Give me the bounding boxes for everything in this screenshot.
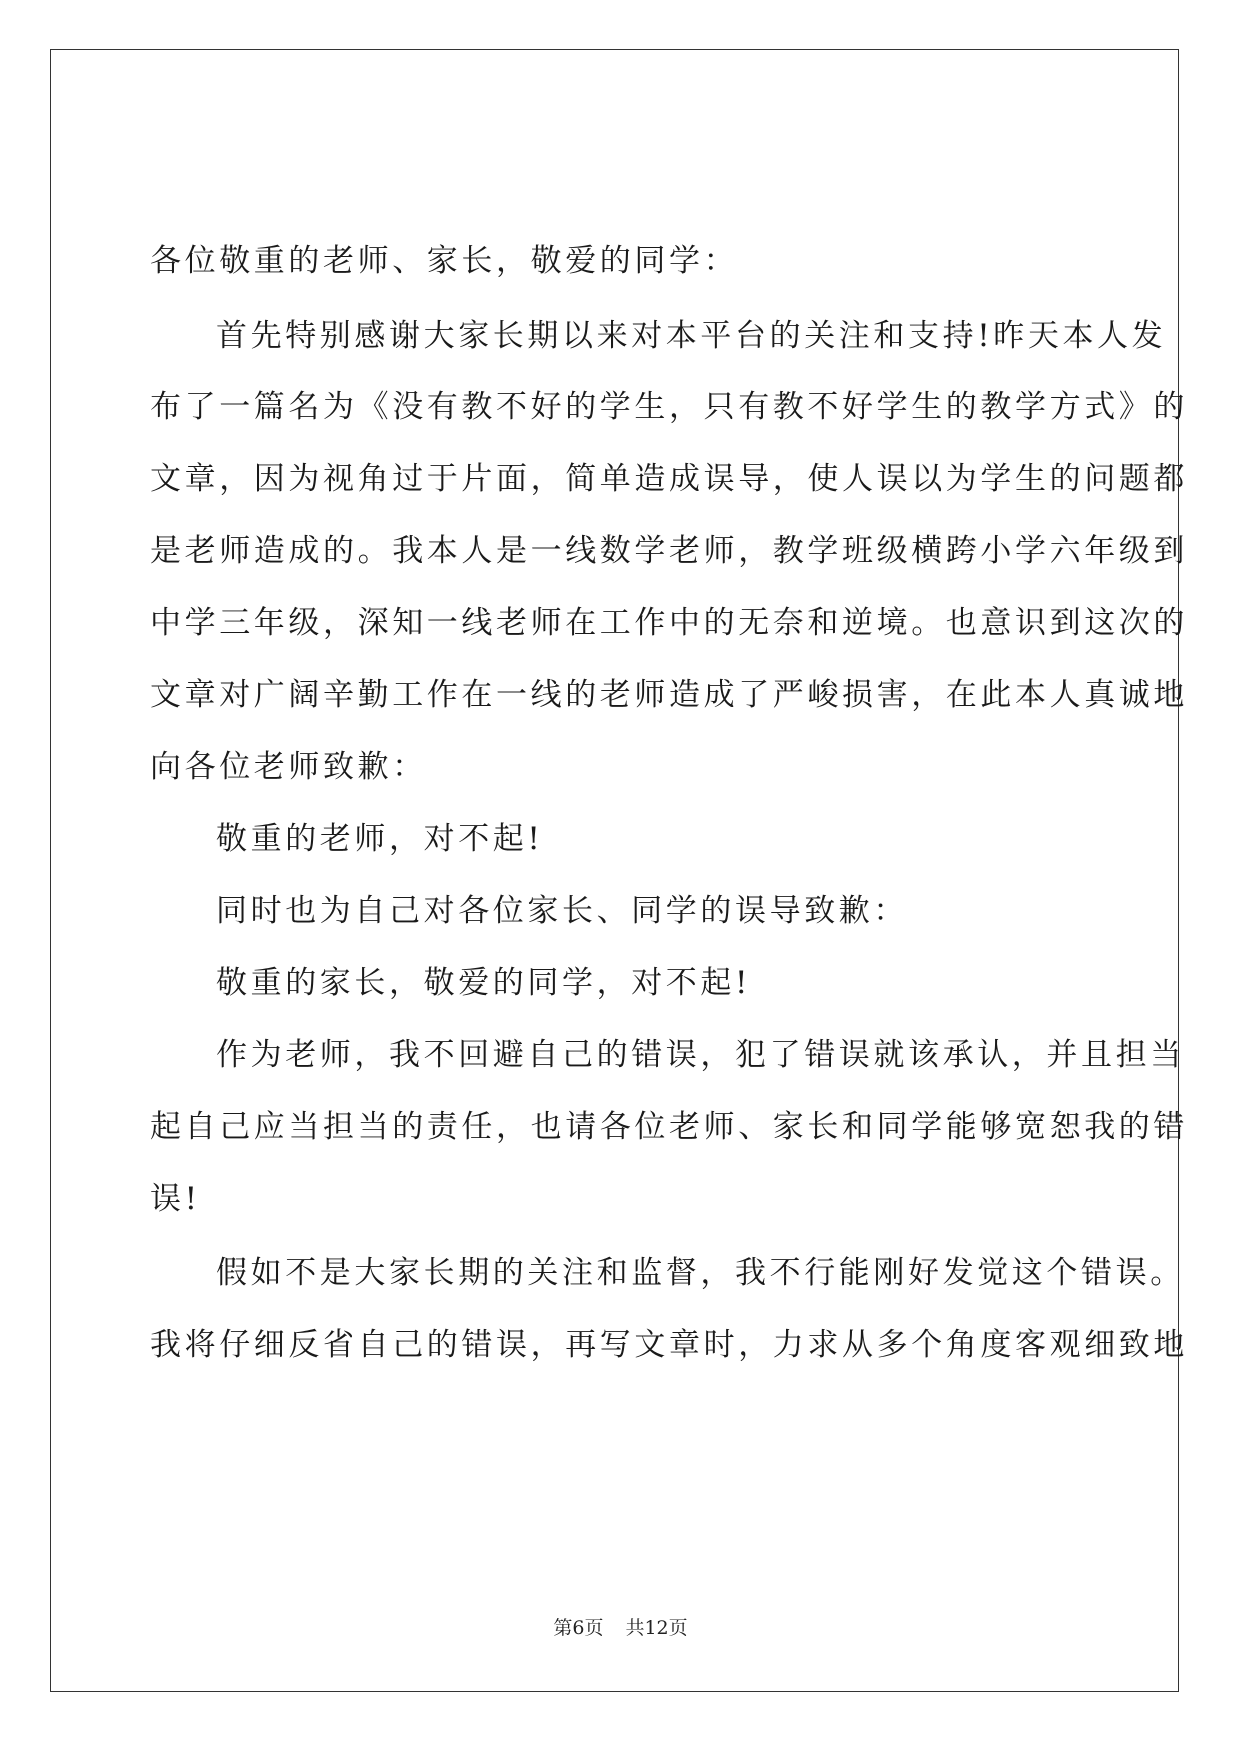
page-number: 第6页 bbox=[553, 1617, 604, 1639]
text-line: 首先特别感谢大家长期以来对本平台的关注和支持!昨天本人发 bbox=[216, 318, 1167, 354]
text-line: 文章对广阔辛勤工作在一线的老师造成了严峻损害，在此本人真诚地 bbox=[150, 677, 1188, 713]
text-line: 向各位老师致歉： bbox=[150, 749, 427, 785]
text-line: 我将仔细反省自己的错误，再写文章时，力求从多个角度客观细致地 bbox=[150, 1327, 1188, 1363]
text-line: 敬重的家长，敬爱的同学，对不起! bbox=[216, 965, 752, 1001]
text-line: 布了一篇名为《没有教不好的学生，只有教不好学生的教学方式》的 bbox=[150, 389, 1188, 425]
text-line: 假如不是大家长期的关注和监督，我不行能刚好发觉这个错误。 bbox=[216, 1255, 1185, 1291]
text-line: 是老师造成的。我本人是一线数学老师，教学班级横跨小学六年级到 bbox=[150, 533, 1188, 569]
page-footer bbox=[0, 1613, 1241, 1640]
text-line: 起自己应当担当的责任，也请各位老师、家长和同学能够宽恕我的错 bbox=[150, 1109, 1188, 1145]
text-line: 各位敬重的老师、家长，敬爱的同学： bbox=[150, 243, 739, 279]
text-line: 文章，因为视角过于片面，简单造成误导，使人误以为学生的问题都 bbox=[150, 461, 1188, 497]
text-line: 敬重的老师，对不起! bbox=[216, 821, 544, 857]
page-border bbox=[50, 49, 1179, 1692]
total-pages: 共12页 bbox=[625, 1617, 688, 1639]
text-line: 同时也为自己对各位家长、同学的误导致歉： bbox=[216, 893, 908, 929]
text-line: 误! bbox=[150, 1181, 201, 1217]
text-line: 作为老师，我不回避自己的错误，犯了错误就该承认，并且担当 bbox=[216, 1037, 1185, 1073]
text-line: 中学三年级，深知一线老师在工作中的无奈和逆境。也意识到这次的 bbox=[150, 605, 1188, 641]
